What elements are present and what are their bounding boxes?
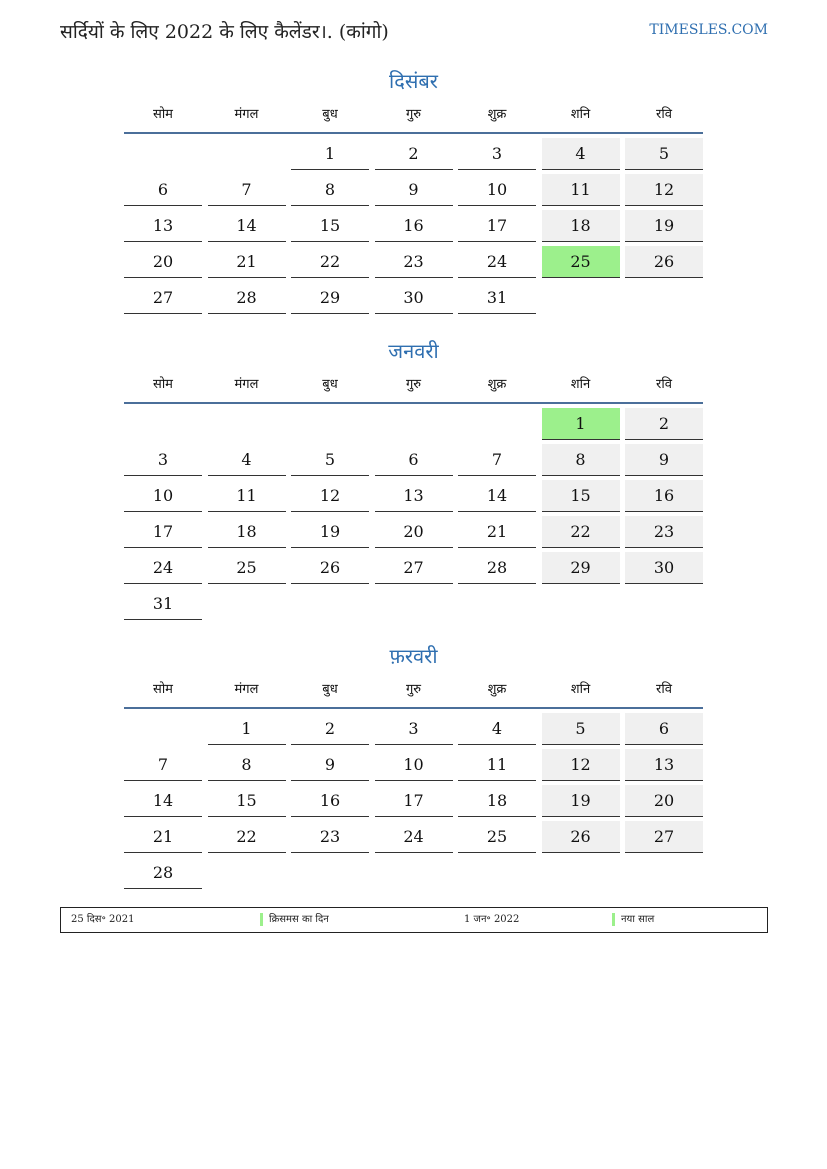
day-cell: 30 <box>375 282 453 314</box>
month-calendar <box>124 336 703 620</box>
day-cell: 22 <box>208 821 286 853</box>
day-cell: 16 <box>625 480 703 512</box>
empty-cell <box>458 857 536 889</box>
weekday-header <box>124 677 703 709</box>
day-cell: 8 <box>291 174 369 206</box>
day-grid <box>124 138 703 314</box>
weekday-label: रवि <box>656 377 672 392</box>
empty-cell <box>375 857 453 889</box>
day-cell: 4 <box>458 713 536 745</box>
weekday-label: मंगल <box>234 377 259 392</box>
day-cell: 15 <box>291 210 369 242</box>
day-cell: 23 <box>375 246 453 278</box>
day-cell: 18 <box>542 210 620 242</box>
day-cell: 1 <box>291 138 369 170</box>
day-cell: 2 <box>625 408 703 440</box>
day-cell: 29 <box>542 552 620 584</box>
day-cell: 21 <box>124 821 202 853</box>
day-cell: 26 <box>542 821 620 853</box>
day-cell: 13 <box>124 210 202 242</box>
empty-cell <box>208 588 286 620</box>
day-cell: 2 <box>375 138 453 170</box>
day-cell: 27 <box>375 552 453 584</box>
empty-cell <box>542 282 620 314</box>
day-cell: 28 <box>208 282 286 314</box>
weekday-label: शुक्र <box>487 682 507 697</box>
empty-cell <box>291 857 369 889</box>
day-grid <box>124 408 703 620</box>
day-cell: 1 <box>542 408 620 440</box>
day-cell: 22 <box>291 246 369 278</box>
day-cell: 18 <box>458 785 536 817</box>
month-title: दिसंबर <box>389 69 438 93</box>
legend-date: 1 जन॰ 2022 <box>464 914 520 925</box>
day-cell: 9 <box>291 749 369 781</box>
day-cell: 19 <box>542 785 620 817</box>
weekday-label: शनि <box>570 107 591 122</box>
day-cell: 18 <box>208 516 286 548</box>
day-cell: 3 <box>375 713 453 745</box>
empty-cell <box>458 588 536 620</box>
weekday-label: सोम <box>153 107 173 122</box>
day-cell: 21 <box>208 246 286 278</box>
empty-cell <box>124 138 202 170</box>
day-cell: 21 <box>458 516 536 548</box>
day-cell: 3 <box>124 444 202 476</box>
day-cell: 20 <box>625 785 703 817</box>
day-cell: 14 <box>124 785 202 817</box>
empty-cell <box>375 408 453 440</box>
weekday-label: गुरु <box>405 682 422 697</box>
day-cell: 31 <box>124 588 202 620</box>
day-cell: 7 <box>458 444 536 476</box>
day-cell: 25 <box>208 552 286 584</box>
day-cell: 16 <box>375 210 453 242</box>
legend-date: 25 दिस॰ 2021 <box>71 914 135 925</box>
month-title: जनवरी <box>388 339 439 363</box>
weekday-header <box>124 372 703 404</box>
day-cell: 22 <box>542 516 620 548</box>
day-cell: 12 <box>291 480 369 512</box>
empty-cell <box>458 408 536 440</box>
legend-holiday-name: क्रिसमस का दिन <box>269 914 329 925</box>
day-cell: 17 <box>124 516 202 548</box>
day-cell: 31 <box>458 282 536 314</box>
day-cell: 5 <box>625 138 703 170</box>
day-cell: 6 <box>124 174 202 206</box>
weekday-label: शनि <box>570 682 591 697</box>
day-cell: 24 <box>124 552 202 584</box>
day-cell: 29 <box>291 282 369 314</box>
day-cell: 25 <box>458 821 536 853</box>
day-cell: 15 <box>208 785 286 817</box>
day-cell: 23 <box>291 821 369 853</box>
day-cell: 6 <box>375 444 453 476</box>
day-cell: 28 <box>124 857 202 889</box>
empty-cell <box>291 408 369 440</box>
day-cell: 5 <box>291 444 369 476</box>
day-cell: 2 <box>291 713 369 745</box>
holiday-legend <box>60 907 768 933</box>
empty-cell <box>208 138 286 170</box>
month-title: फ़रवरी <box>389 644 438 668</box>
empty-cell <box>625 282 703 314</box>
day-cell: 11 <box>458 749 536 781</box>
empty-cell <box>625 857 703 889</box>
empty-cell <box>124 408 202 440</box>
weekday-label: मंगल <box>234 682 259 697</box>
day-cell: 1 <box>208 713 286 745</box>
month-calendar <box>124 66 703 314</box>
day-cell: 14 <box>458 480 536 512</box>
month-calendar <box>124 641 703 889</box>
day-cell: 15 <box>542 480 620 512</box>
empty-cell <box>208 857 286 889</box>
day-cell: 13 <box>375 480 453 512</box>
day-cell: 9 <box>375 174 453 206</box>
day-cell: 10 <box>375 749 453 781</box>
weekday-label: शुक्र <box>487 377 507 392</box>
empty-cell <box>124 713 202 745</box>
day-cell: 13 <box>625 749 703 781</box>
weekday-label: बुध <box>322 682 338 697</box>
day-cell: 8 <box>542 444 620 476</box>
legend-holiday-name: नया साल <box>621 914 655 925</box>
day-cell: 17 <box>458 210 536 242</box>
day-cell: 16 <box>291 785 369 817</box>
day-cell: 8 <box>208 749 286 781</box>
day-grid <box>124 713 703 889</box>
day-cell: 5 <box>542 713 620 745</box>
site-link[interactable]: TIMESLES.COM <box>649 22 768 38</box>
weekday-label: रवि <box>656 682 672 697</box>
day-cell: 26 <box>625 246 703 278</box>
weekday-label: बुध <box>322 107 338 122</box>
day-cell: 25 <box>542 246 620 278</box>
day-cell: 10 <box>124 480 202 512</box>
empty-cell <box>625 588 703 620</box>
day-cell: 14 <box>208 210 286 242</box>
empty-cell <box>542 588 620 620</box>
day-cell: 23 <box>625 516 703 548</box>
weekday-label: मंगल <box>234 107 259 122</box>
day-cell: 24 <box>375 821 453 853</box>
day-cell: 4 <box>208 444 286 476</box>
weekday-label: सोम <box>153 377 173 392</box>
empty-cell <box>208 408 286 440</box>
weekday-label: गुरु <box>405 107 422 122</box>
holiday-marker <box>260 913 263 926</box>
page-title: सर्दियों के लिए 2022 के लिए कैलेंडर।. (कांगो) <box>60 21 389 43</box>
empty-cell <box>542 857 620 889</box>
day-cell: 28 <box>458 552 536 584</box>
day-cell: 6 <box>625 713 703 745</box>
weekday-label: शुक्र <box>487 107 507 122</box>
empty-cell <box>291 588 369 620</box>
empty-cell <box>375 588 453 620</box>
weekday-label: बुध <box>322 377 338 392</box>
weekday-label: गुरु <box>405 377 422 392</box>
day-cell: 4 <box>542 138 620 170</box>
day-cell: 19 <box>625 210 703 242</box>
day-cell: 19 <box>291 516 369 548</box>
day-cell: 26 <box>291 552 369 584</box>
day-cell: 3 <box>458 138 536 170</box>
weekday-label: रवि <box>656 107 672 122</box>
day-cell: 27 <box>124 282 202 314</box>
day-cell: 30 <box>625 552 703 584</box>
day-cell: 24 <box>458 246 536 278</box>
day-cell: 7 <box>208 174 286 206</box>
day-cell: 9 <box>625 444 703 476</box>
day-cell: 27 <box>625 821 703 853</box>
weekday-label: शनि <box>570 377 591 392</box>
day-cell: 20 <box>124 246 202 278</box>
holiday-marker <box>612 913 615 926</box>
day-cell: 20 <box>375 516 453 548</box>
day-cell: 7 <box>124 749 202 781</box>
weekday-header <box>124 102 703 134</box>
day-cell: 10 <box>458 174 536 206</box>
day-cell: 12 <box>625 174 703 206</box>
day-cell: 17 <box>375 785 453 817</box>
day-cell: 11 <box>208 480 286 512</box>
day-cell: 11 <box>542 174 620 206</box>
day-cell: 12 <box>542 749 620 781</box>
weekday-label: सोम <box>153 682 173 697</box>
